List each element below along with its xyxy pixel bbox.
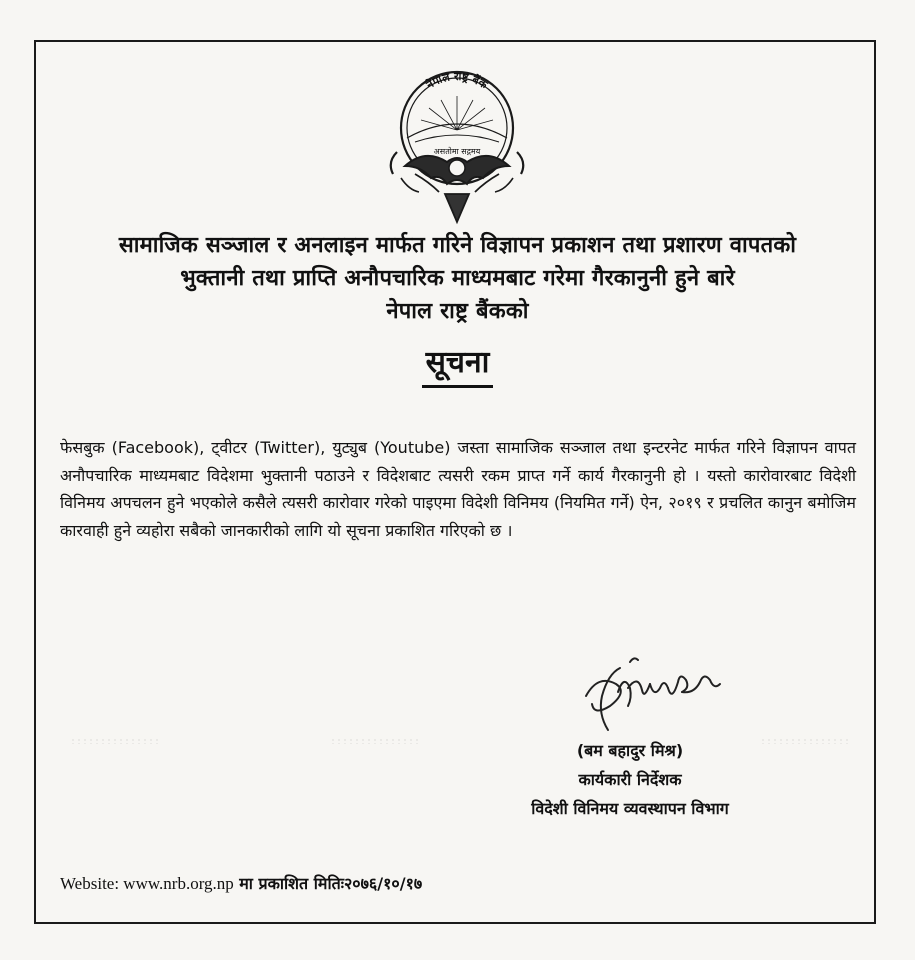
notice-title-line-1: सामाजिक सञ्जाल र अनलाइन मार्फत गरिने विज्ञापन प्रकाशन तथा प्रशारण वापतको <box>118 233 797 258</box>
notice-heading-text: सूचना <box>422 343 494 388</box>
signatory-department: विदेशी विनिमय व्यवस्थापन विभाग <box>531 799 729 818</box>
signatory-block <box>470 736 790 823</box>
nrb-emblem-logo <box>385 70 529 226</box>
scan-artifact <box>330 738 420 744</box>
signatory-designation: कार्यकारी निर्देशक <box>578 770 682 789</box>
handwritten-signature <box>568 644 738 736</box>
signatory-name: (बम बहादुर मिश्र) <box>576 741 684 760</box>
footer-published-date: मा प्रकाशित मितिः२०७६/१०/१७ <box>239 874 423 893</box>
notice-body: फेसबुक (Facebook), ट्वीटर (Twitter), युट्युब (Youtube) जस्ता सामाजिक सञ्जाल तथा इन्टरनेट मार्फत गरिने विज्ञापन वापत अनौपचारिक माध्यमबाट विदेशमा भुक्तानी पठाउने र विदेशबाट त्यसरी रकम प्राप्त गर्ने कार्य गैरकानुनी हो । यस्तो कारोवारबाट विदेशी विनिमय अपचलन हुने भएकोले कसैले त्यसरी कारोवार गरेको पाइएमा विदेशी विनिमय (नियमित गर्ने) ऐन, २०१९ र प्रचलित कानुन बमोजिम कारवाही हुने व्यहोरा सबैको जानकारीको लागि यो सूचना प्रकाशित गरिएको छ । <box>60 438 856 540</box>
footer-website: Website: www.nrb.org.np <box>60 874 234 893</box>
footer-publication-info <box>60 872 422 894</box>
notice-title-line-2: भुक्तानी तथा प्राप्ति अनौपचारिक माध्यमबाट गरेमा गैरकानुनी हुने बारे <box>180 266 735 291</box>
notice-title-line-3: नेपाल राष्ट्र बैंकको <box>386 299 529 324</box>
scan-artifact <box>70 738 160 744</box>
svg-text:असतोमा सद्गमय: असतोमा सद्गमय <box>433 147 481 156</box>
notice-heading <box>0 343 915 388</box>
svg-text:नेपाल राष्ट्र बैंक: नेपाल राष्ट्र बैंक <box>423 70 490 92</box>
